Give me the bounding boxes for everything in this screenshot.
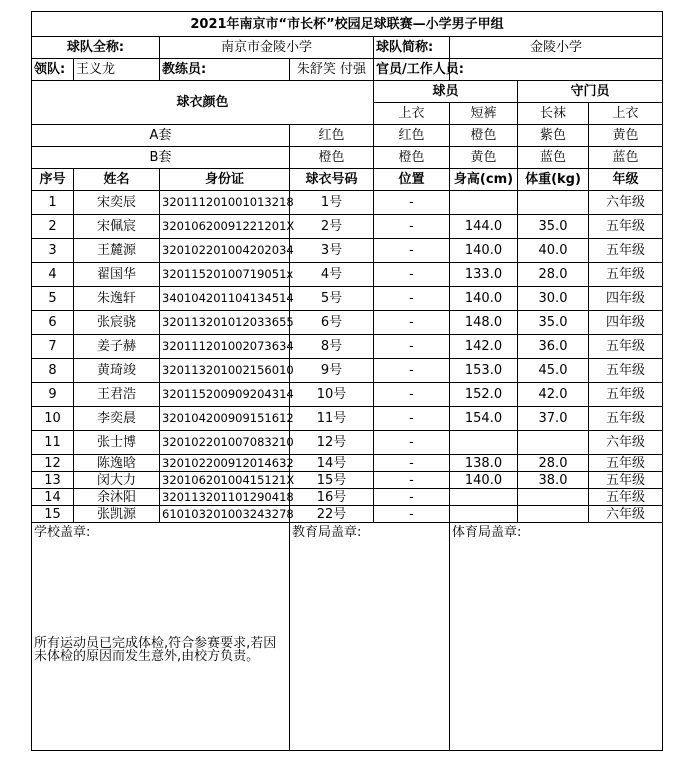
player-jersey: 9号 [290,359,374,383]
player-jersey: 16号 [290,489,374,506]
player-jersey: 3号 [290,239,374,263]
player-weight: 28.0 [518,455,589,472]
player-row [32,472,663,489]
player-no: 14 [32,489,74,506]
team-short-label: 球队简称: [374,37,450,59]
player-grade: 五年级 [589,489,663,506]
player-name: 宋佩宸 [74,215,160,239]
player-row [32,506,663,523]
player-weight: 37.0 [518,407,589,431]
player-jersey: 22号 [290,506,374,523]
player-jersey: 2号 [290,215,374,239]
player-no: 1 [32,191,74,215]
player-group-header: 球员 [374,81,518,103]
player-id: 320113201101290418 [160,489,290,506]
player-row [32,191,663,215]
player-socks-color: 黄色 [450,147,518,169]
col-header-weight: 体重(kg) [518,169,589,191]
player-grade: 四年级 [589,287,663,311]
player-weight: 42.0 [518,383,589,407]
player-position: - [374,311,450,335]
player-id: 320102200912014632 [160,455,290,472]
player-weight: 35.0 [518,311,589,335]
player-position: - [374,455,450,472]
player-row [32,263,663,287]
player-position: - [374,263,450,287]
player-no: 2 [32,215,74,239]
stamp-row [32,523,663,751]
leader-label: 领队: [32,59,74,81]
player-shirt-color: 红色 [290,125,374,147]
player-name: 姜子赫 [74,335,160,359]
player-id: 610103201003243278 [160,506,290,523]
player-jersey: 1号 [290,191,374,215]
player-height: 140.0 [450,287,518,311]
health-check-note: 所有运动员已完成体检,符合参赛要求,若因未体检的原因而发生意外,由校方负责。 [34,636,277,664]
player-weight: 40.0 [518,239,589,263]
uniform-set-name: B套 [32,147,290,169]
player-id: 320111201002073634 [160,335,290,359]
player-row [32,215,663,239]
player-no: 8 [32,359,74,383]
player-height [450,431,518,455]
player-grade: 五年级 [589,215,663,239]
player-row [32,359,663,383]
player-name: 黄琦竣 [74,359,160,383]
player-weight [518,191,589,215]
player-weight: 38.0 [518,472,589,489]
player-row [32,335,663,359]
player-grade: 五年级 [589,455,663,472]
player-socks-color: 橙色 [450,125,518,147]
player-name: 翟国华 [74,263,160,287]
player-position: - [374,383,450,407]
player-jersey: 10号 [290,383,374,407]
sheet-title: 2021年南京市“市长杯”校园足球联赛—小学男子甲组 [32,12,663,37]
player-grade: 五年级 [589,359,663,383]
player-jersey: 14号 [290,455,374,472]
roster-header-row [32,169,663,191]
registration-sheet [31,11,663,751]
player-shorts-color: 橙色 [374,147,450,169]
player-row [32,407,663,431]
col-header-grade: 年级 [589,169,663,191]
player-row [32,311,663,335]
player-name: 王麓源 [74,239,160,263]
player-jersey: 4号 [290,263,374,287]
player-height: 148.0 [450,311,518,335]
player-name: 陈逸晗 [74,455,160,472]
player-no: 9 [32,383,74,407]
player-name: 闵大力 [74,472,160,489]
player-weight [518,489,589,506]
player-jersey: 8号 [290,335,374,359]
player-no: 3 [32,239,74,263]
uniform-color-header: 球衣颜色 [32,81,374,125]
team-full-label: 球队全称: [32,37,160,59]
education-stamp-box [290,523,450,751]
player-id: 32010620091221201X [160,215,290,239]
player-name: 宋奕辰 [74,191,160,215]
player-name: 李奕晨 [74,407,160,431]
player-id: 320113201002156010 [160,359,290,383]
col-header-jersey: 球衣号码 [290,169,374,191]
player-weight [518,506,589,523]
keeper-group-header: 守门员 [518,81,663,103]
player-jersey: 15号 [290,472,374,489]
staff-label: 官员/工作人员: [374,59,450,81]
staff-value [450,59,663,81]
player-id: 320102201007083210 [160,431,290,455]
player-grade: 六年级 [589,191,663,215]
player-position: - [374,472,450,489]
player-weight: 45.0 [518,359,589,383]
player-grade: 四年级 [589,311,663,335]
keeper-shirt-color: 蓝色 [518,147,589,169]
player-id: 32010620100415121X [160,472,290,489]
player-no: 5 [32,287,74,311]
player-height: 140.0 [450,472,518,489]
player-row [32,287,663,311]
player-shirt-header: 上衣 [374,103,450,125]
player-no: 11 [32,431,74,455]
uniform-set-row [32,147,663,169]
player-row [32,455,663,472]
player-position: - [374,287,450,311]
player-no: 6 [32,311,74,335]
player-no: 7 [32,335,74,359]
player-shorts-color: 红色 [374,125,450,147]
education-stamp-label: 教育局盖章: [292,525,362,540]
player-position: - [374,215,450,239]
player-weight [518,431,589,455]
player-height: 153.0 [450,359,518,383]
player-no: 15 [32,506,74,523]
player-no: 12 [32,455,74,472]
keeper-shorts-color: 蓝色 [589,147,663,169]
player-id: 340104201104134514 [160,287,290,311]
player-position: - [374,335,450,359]
player-position: - [374,407,450,431]
player-height: 138.0 [450,455,518,472]
player-height: 154.0 [450,407,518,431]
player-jersey: 6号 [290,311,374,335]
player-grade: 五年级 [589,407,663,431]
player-jersey: 5号 [290,287,374,311]
uniform-set-name: A套 [32,125,290,147]
player-position: - [374,489,450,506]
player-no: 4 [32,263,74,287]
player-jersey: 11号 [290,407,374,431]
player-grade: 五年级 [589,239,663,263]
player-socks-header: 长袜 [518,103,589,125]
player-height [450,191,518,215]
player-row [32,489,663,506]
player-position: - [374,191,450,215]
player-grade: 五年级 [589,383,663,407]
player-height: 140.0 [450,239,518,263]
player-position: - [374,239,450,263]
player-height [450,489,518,506]
player-grade: 六年级 [589,431,663,455]
player-weight: 35.0 [518,215,589,239]
player-weight: 28.0 [518,263,589,287]
keeper-shirt-header: 上衣 [589,103,663,125]
uniform-set-row [32,125,663,147]
col-header-position: 位置 [374,169,450,191]
leader-value: 王义龙 [74,59,160,81]
team-full-value: 南京市金陵小学 [160,37,374,59]
player-name: 余沐阳 [74,489,160,506]
player-position: - [374,359,450,383]
player-jersey: 12号 [290,431,374,455]
school-stamp-label: 学校盖章: [34,525,91,540]
player-grade: 五年级 [589,472,663,489]
sports-stamp-box [450,523,663,751]
player-height: 133.0 [450,263,518,287]
sports-stamp-label: 体育局盖章: [452,525,522,540]
player-position: - [374,431,450,455]
player-id: 320115200909204314 [160,383,290,407]
player-grade: 六年级 [589,506,663,523]
player-name: 张凯源 [74,506,160,523]
player-name: 张宸骁 [74,311,160,335]
player-height: 142.0 [450,335,518,359]
player-name: 张士博 [74,431,160,455]
player-shirt-color: 橙色 [290,147,374,169]
keeper-shirt-color: 紫色 [518,125,589,147]
player-id: 320104200909151612 [160,407,290,431]
team-short-value: 金陵小学 [450,37,663,59]
player-position: - [374,506,450,523]
player-grade: 五年级 [589,335,663,359]
col-header-height: 身高(cm) [450,169,518,191]
player-id: 32011520100719051x [160,263,290,287]
player-no: 10 [32,407,74,431]
player-height: 144.0 [450,215,518,239]
player-name: 王君浩 [74,383,160,407]
coach-label: 教练员: [160,59,290,81]
keeper-shorts-color: 黄色 [589,125,663,147]
player-row [32,239,663,263]
player-name: 朱逸轩 [74,287,160,311]
player-grade: 五年级 [589,263,663,287]
col-header-id: 身份证 [160,169,290,191]
player-row [32,431,663,455]
player-height [450,506,518,523]
player-row [32,383,663,407]
player-height: 152.0 [450,383,518,407]
player-no: 13 [32,472,74,489]
player-id: 320102201004202034 [160,239,290,263]
player-id: 320111201001013218 [160,191,290,215]
coach-value: 朱舒笑 付强 [290,59,374,81]
school-stamp-box [32,523,290,751]
col-header-no: 序号 [32,169,74,191]
player-id: 320113201012033655 [160,311,290,335]
player-weight: 30.0 [518,287,589,311]
col-header-name: 姓名 [74,169,160,191]
player-shorts-header: 短裤 [450,103,518,125]
player-weight: 36.0 [518,335,589,359]
